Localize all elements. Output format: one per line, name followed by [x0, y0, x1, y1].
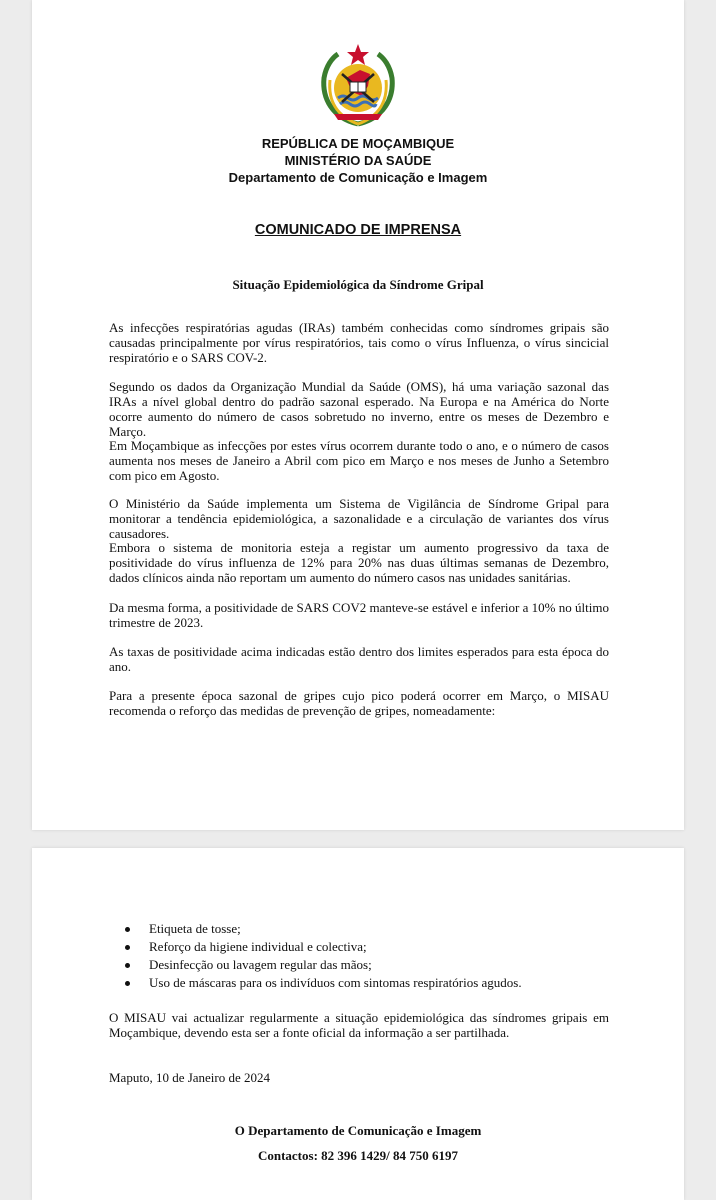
paragraph: As taxas de positividade acima indicadas estão dentro dos limites esperados para esta época do ano.	[109, 644, 609, 674]
document-page-2	[32, 848, 684, 1200]
paragraph: Para a presente época sazonal de gripes cujo pico poderá ocorrer em Março, o MISAU recomenda o reforço das medidas de prevenção de gripes, nomeadamente:	[109, 688, 609, 718]
list-item: Desinfecção ou lavagem regular das mãos;	[109, 956, 629, 974]
paragraph: Segundo os dados da Organização Mundial da Saúde (OMS), há uma variação sazonal das IRAs a nível global dentro do padrão sazonal esperado. Na Europa e na América do Norte ocorre aumento do número de casos sobretudo no inverno, entre os meses de Dezembro e Março.	[109, 379, 609, 439]
prevention-measures-list	[109, 920, 629, 992]
department-name: Departamento de Comunicação e Imagem	[228, 170, 488, 185]
paragraph: O Ministério da Saúde implementa um Sistema de Vigilância de Síndrome Gripal para monitorar a tendência epidemiológica, a sazonalidade e a circulação de variantes dos vírus causadores.	[109, 496, 609, 541]
mozambique-coat-of-arms-icon	[318, 40, 398, 130]
paragraph: Da mesma forma, a positividade de SARS COV2 manteve-se estável e inferior a 10% no último trimestre de 2023.	[109, 600, 609, 630]
paragraph: Embora o sistema de monitoria esteja a registar um aumento progressivo da taxa de positividade do vírus influenza de 12% para 20% nas duas últimas semanas de Dezembro, dados clínicos ainda não reportam um aumento do número casos nas unidades sanitárias.	[109, 540, 609, 585]
country-name: REPÚBLICA DE MOÇAMBIQUE	[261, 136, 455, 151]
document-date: Maputo, 10 de Janeiro de 2024	[109, 1070, 271, 1085]
document-page-1	[32, 0, 684, 830]
signature: O Departamento de Comunicação e Imagem	[234, 1123, 482, 1138]
ministry-name: MINISTÉRIO DA SAÚDE	[284, 153, 432, 168]
closing-paragraph: O MISAU vai actualizar regularmente a situação epidemiológica das síndromes gripais em Moçambique, devendo esta ser a fonte oficial da informação a ser partilhada.	[109, 1010, 609, 1040]
document-subtitle: Situação Epidemiológica da Síndrome Gripal	[232, 277, 484, 292]
list-item: Uso de máscaras para os indivíduos com sintomas respiratórios agudos.	[109, 974, 629, 992]
paragraph: As infecções respiratórias agudas (IRAs) também conhecidas como síndromes gripais são causadas principalmente por vírus respiratórios, tais como o vírus Influenza, o vírus sincicial respiratório e o SARS COV-2.	[109, 320, 609, 365]
list-item: Etiqueta de tosse;	[109, 920, 629, 938]
paragraph: Em Moçambique as infecções por estes vírus ocorrem durante todo o ano, e o número de casos aumenta nos meses de Janeiro a Abril com pico em Março e nos meses de Junho a Setembro com pico em Agosto.	[109, 438, 609, 483]
list-item: Reforço da higiene individual e colectiva;	[109, 938, 629, 956]
contacts: Contactos: 82 396 1429/ 84 750 6197	[257, 1148, 459, 1163]
press-release-title: COMUNICADO DE IMPRENSA	[254, 222, 462, 238]
